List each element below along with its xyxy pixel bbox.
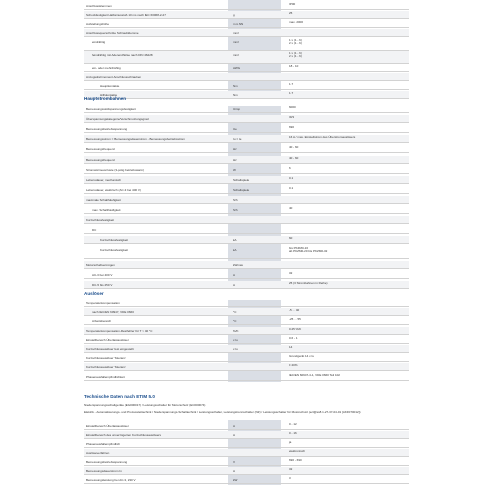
spec-row [84, 51, 409, 64]
spec-value: 0 - 16 [289, 431, 297, 435]
spec-row [84, 308, 409, 316]
spec-value: IEC/EN 60947-4-1, VDE 0660 Teil 102 [289, 372, 340, 377]
spec-row [84, 467, 409, 475]
spec-value: 16 A / max. Einstellstrom des Überstromauslösers [289, 135, 356, 140]
spec-unit: kA [233, 238, 237, 243]
spec-unit: x Iu [233, 347, 238, 351]
spec-row [84, 373, 409, 381]
spec-row [84, 176, 409, 184]
spec-unit: A [233, 433, 236, 437]
row-divider [84, 98, 409, 99]
spec-value: 690 - 690 [289, 458, 302, 462]
spec-label: Phasenausfallempfindlichkeit [86, 374, 125, 379]
row-divider [84, 258, 409, 259]
spec-unit: Schaltspiele [233, 177, 250, 182]
spec-label: Bemessungsfrequenz [86, 157, 116, 162]
row-divider [84, 324, 409, 325]
row-divider [84, 36, 409, 37]
spec-unit: kA [233, 248, 237, 253]
spec-unit: A [233, 424, 236, 428]
spec-value: 32 [289, 467, 293, 471]
row-divider [84, 142, 409, 143]
spec-label: feindrähtig mit Aderendhülse nach DIN 46228 [92, 53, 153, 57]
spec-value: 0.25 %/K [289, 326, 302, 331]
etim-class-line: Niederspannungsschaltgeräte (EG000017) / Leistungsschalter für Motorschutz (EC000074) [84, 403, 206, 407]
row-divider [84, 132, 409, 133]
section-title-release: Auslöser [84, 291, 104, 296]
spec-label: DC-5 bis 250 V [92, 282, 113, 287]
spec-label: Lebensdauer, mechanisch [86, 177, 122, 182]
spec-row [84, 2, 409, 10]
spec-label: Bemessungsleistung bei AC-3, 230 V [86, 478, 136, 482]
spec-label: nach IEC/EN 60947, VDE 0660 [92, 310, 134, 315]
row-divider [84, 223, 409, 224]
row-divider [84, 183, 409, 184]
spec-label: maximale Schalthäufigkeit [86, 197, 121, 202]
spec-value: 18 - 10 [289, 64, 299, 68]
spec-unit: S/h [233, 208, 238, 212]
spec-unit: mm² [233, 40, 239, 44]
spec-value: bis PKZM0-16 ab PKZM0-20 bis PKZM0-32 [289, 246, 328, 253]
spec-label: Kurzschlussfestigkeit [86, 218, 115, 223]
row-divider [84, 233, 409, 234]
spec-value: -25 ... 55 [289, 317, 301, 322]
spec-label: Arbeitsbereich [92, 319, 112, 324]
row-divider [84, 213, 409, 214]
spec-label: Hauptkontakte [100, 84, 120, 88]
row-divider [84, 465, 409, 466]
spec-label: Einstellbereich Überlastauslöser [86, 424, 129, 428]
spec-row [84, 38, 409, 51]
spec-unit: AWG [233, 66, 241, 70]
spec-row [84, 271, 409, 279]
spec-row [84, 226, 409, 234]
spec-value: 40 - 60 [289, 155, 299, 160]
spec-value: 32 [289, 270, 293, 275]
spec-value: 3 [289, 476, 291, 480]
section-title-main-circuit: Hauptstrombahnen [84, 96, 127, 101]
spec-unit: Iu = Ie [233, 137, 242, 142]
row-divider [84, 288, 409, 289]
spec-unit: Hz [233, 147, 237, 152]
row-divider [84, 80, 409, 81]
spec-row [84, 186, 409, 194]
row-divider [84, 203, 409, 204]
spec-label: Kurzschlussauslöser Toleranz [86, 356, 126, 361]
spec-unit: %/K [233, 328, 239, 333]
spec-label: Auslöseverfahren [86, 451, 110, 455]
spec-value: 25 (3 Strombahnen in Reihe) [289, 280, 328, 285]
spec-value: elektronisch [289, 449, 306, 453]
spec-row [84, 82, 409, 90]
spec-row [84, 299, 409, 307]
spec-row [84, 236, 409, 244]
row-divider [84, 352, 409, 353]
spec-unit: Nm [233, 93, 238, 97]
spec-label: Aufstellungshöhe [86, 22, 110, 26]
spec-label: Motorschaltvermögen [86, 262, 115, 267]
spec-label: Anzugsdrehmoment Anschlussschrauben [86, 75, 142, 79]
spec-label: AC-3 bei 400 V [92, 272, 113, 277]
spec-row [84, 327, 409, 335]
row-divider [84, 474, 409, 475]
spec-unit: kWmax [233, 262, 243, 267]
spec-value: 0.1 [289, 185, 294, 190]
row-divider [84, 429, 409, 430]
row-divider [84, 483, 409, 484]
spec-row [84, 449, 409, 457]
row-divider [84, 27, 409, 28]
etim-class-path: Elektrik - Automatisierungs- und Prozessleittechnik / Niederspannungs-Schalttechnik / Leistungsschalter, Leistungstrennschalter (NZ) / Leistungsschalter für Motorschutz (ecl@ss8.1-27-37-04-01 [AKF070012]) [84, 410, 361, 414]
spec-row [84, 336, 409, 344]
spec-unit: Ue [233, 127, 237, 132]
spec-unit: S/h [233, 197, 238, 202]
spec-row [84, 216, 409, 224]
row-divider [84, 343, 409, 344]
spec-label: Stromwärmeverluste (3-polig betriebswarm) [86, 167, 145, 172]
spec-value: 0.1 [289, 175, 294, 180]
row-divider [84, 9, 409, 10]
spec-label: Temperaturkompensation [86, 301, 120, 305]
spec-unit: mm² [233, 53, 239, 57]
spec-value: 6 [289, 165, 291, 170]
spec-value: 1.7 [289, 91, 294, 95]
spec-label: Bemessungsstrom = Bemessungsdauerstrom - Bemessungsbetriebsstrom [86, 137, 185, 142]
spec-unit: Nm [233, 84, 238, 88]
spec-value: III/3 [289, 115, 295, 120]
spec-row [84, 20, 409, 28]
spec-row [84, 105, 409, 113]
spec-unit: x Iu [233, 337, 238, 342]
spec-value: 60 [289, 236, 293, 241]
spec-label: max. Schalthäufigkeit [92, 208, 121, 212]
row-divider [84, 334, 409, 335]
spec-unit: °C [233, 319, 237, 324]
spec-row [84, 125, 409, 133]
spec-unit: °C [233, 310, 237, 315]
spec-label: Bemessungsfrequenz [86, 147, 116, 152]
spec-unit: g [233, 13, 235, 17]
spec-unit: W [233, 167, 236, 172]
spec-row [84, 91, 409, 99]
row-divider [84, 193, 409, 194]
spec-value: 40 [289, 206, 293, 210]
spec-row [84, 261, 409, 269]
spec-label: Anschlussklemmen [86, 4, 112, 8]
spec-label: Bemessungsstoßspannungsfestigkeit [86, 107, 136, 111]
spec-value: 0.6 - 1 [289, 335, 298, 340]
spec-value: 40 - 60 [289, 145, 299, 150]
spec-row [84, 115, 409, 123]
section-title-etim: Technische Daten nach ETIM 5.0 [84, 394, 155, 399]
row-divider [84, 306, 409, 307]
spec-row [84, 354, 409, 362]
spec-label: Einstellbereich des unverzögerten Kurzschlussauslösers [86, 433, 162, 437]
row-divider [84, 315, 409, 316]
row-divider [84, 112, 409, 113]
row-divider [84, 278, 409, 279]
row-divider [84, 173, 409, 174]
spec-label: Phasenausfallempfindlich [86, 442, 121, 446]
spec-label: Kurzschlussauslöser Toleranz [86, 365, 126, 370]
spec-value: 1 x (1 - 6) 2 x (1 - 6) [289, 51, 302, 58]
row-divider [84, 89, 409, 90]
row-divider [84, 71, 409, 72]
row-divider [84, 447, 409, 448]
spec-unit: m ü.NN [233, 22, 244, 26]
spec-row [84, 145, 409, 153]
spec-label: ein- oder mehrdrähtig [92, 66, 121, 70]
spec-value: ± 20% [289, 363, 298, 368]
spec-value: -5 ... 40 [289, 308, 300, 313]
spec-row [84, 64, 409, 72]
spec-row [84, 73, 409, 81]
spec-label: Kurzschlussfestigkeit [100, 248, 129, 253]
row-divider [84, 122, 409, 123]
spec-label: Kurzschlussauslöser fest eingestellt [86, 347, 134, 351]
spec-unit: Hz [233, 157, 237, 162]
spec-label: Einstellbereich Überlastauslöser [86, 337, 129, 342]
row-divider [84, 456, 409, 457]
spec-row [84, 29, 409, 37]
row-divider [84, 152, 409, 153]
spec-label: eindrähtig [92, 40, 106, 44]
row-divider [84, 438, 409, 439]
spec-row [84, 156, 409, 164]
spec-label: Hilfskontakte [100, 93, 118, 97]
row-divider [84, 163, 409, 164]
datasheet [84, 0, 409, 493]
spec-row [84, 11, 409, 19]
spec-row [84, 246, 409, 259]
spec-row [84, 476, 409, 484]
spec-unit: A [233, 282, 236, 287]
spec-label: Bemessungsdauerstrom In [86, 469, 122, 473]
spec-row [84, 135, 409, 143]
spec-label: Anschlussquerschnitte Schraubklemme [86, 31, 139, 35]
spec-value: 25 [289, 11, 293, 15]
spec-unit: Schaltspiele [233, 187, 250, 192]
spec-unit: V [233, 460, 236, 464]
spec-value: max. 2000 [289, 20, 304, 24]
spec-row [84, 431, 409, 439]
spec-row [84, 281, 409, 289]
spec-unit: A [233, 272, 236, 277]
spec-value: 690 [289, 125, 295, 130]
spec-row [84, 166, 409, 174]
spec-row [84, 206, 409, 214]
spec-row [84, 422, 409, 430]
row-divider [84, 243, 409, 244]
spec-value: IP00 [289, 2, 296, 6]
row-divider [84, 268, 409, 269]
spec-label: Lebensdauer, elektrisch (AC-3 bei 400 V) [86, 187, 141, 192]
spec-label: Bemessungsbetriebsspannung [86, 460, 128, 464]
spec-row [84, 458, 409, 466]
row-divider [84, 361, 409, 362]
spec-value: 14 [289, 345, 293, 349]
spec-value: 1.7 [289, 82, 294, 86]
spec-row [84, 440, 409, 448]
spec-unit: kW [233, 478, 238, 482]
spec-label: Bemessungsbetriebsspannung [86, 127, 128, 132]
row-divider [84, 370, 409, 371]
spec-row [84, 317, 409, 325]
row-divider [84, 18, 409, 19]
spec-label: Überspannungskategorie/Verschmutzungsgrad [86, 117, 149, 122]
spec-label: Temperaturkompensation-Restfehler für T > 40 °C [86, 328, 153, 333]
spec-label: DC [92, 228, 97, 233]
row-divider [84, 380, 409, 381]
spec-label: Schockfestigkeit Halbsinusstoß 10 ms nach IEC 60068-2-27 [86, 13, 166, 17]
spec-unit: A [233, 469, 236, 473]
spec-value: 1 x (1 - 6) 2 x (1 - 6) [289, 38, 302, 45]
spec-unit: mm² [233, 31, 239, 35]
spec-row [84, 196, 409, 204]
spec-unit: Uimp [233, 107, 241, 111]
spec-row [84, 363, 409, 371]
spec-value: 6000 [289, 105, 296, 109]
spec-row [84, 345, 409, 353]
spec-value: Grundgerät 14 x Iu [289, 354, 315, 359]
spec-value: 0 - 12 [289, 422, 297, 426]
spec-label: Kurzschlussfestigkeit [100, 238, 129, 243]
spec-value: ja [289, 440, 292, 444]
